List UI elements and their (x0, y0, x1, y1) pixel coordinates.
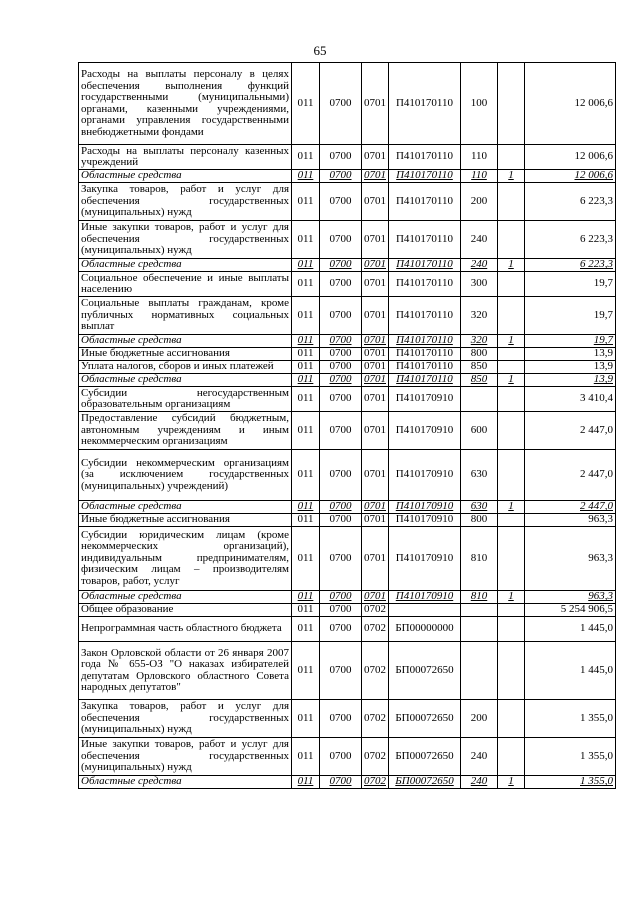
table-row (79, 591, 616, 604)
target-article-code: П410170110 (389, 272, 461, 297)
amount: 6 223,3 (525, 183, 616, 221)
source-code (498, 450, 525, 501)
source-code (498, 63, 525, 145)
amount: 963,3 (525, 591, 616, 604)
amount: 1 355,0 (525, 700, 616, 738)
row-name: Иные закупки товаров, работ и услуг для обеспечения государственных (муниципальных) нужд (79, 738, 292, 776)
row-name: Закупка товаров, работ и услуг для обеспечения государственных (муниципальных) нужд (79, 183, 292, 221)
subsection-code: 0701 (362, 170, 389, 183)
subsection-code: 0702 (362, 604, 389, 617)
amount: 3 410,4 (525, 387, 616, 412)
expense-type-code (461, 604, 498, 617)
target-article-code: П410170910 (389, 591, 461, 604)
subsection-code: 0702 (362, 738, 389, 776)
expense-type-code: 600 (461, 412, 498, 450)
target-article-code: П410170110 (389, 348, 461, 361)
ministry-code: 011 (292, 450, 320, 501)
ministry-code: 011 (292, 361, 320, 374)
source-code: 1 (498, 374, 525, 387)
amount: 963,3 (525, 527, 616, 591)
target-article-code: П410170910 (389, 450, 461, 501)
table-row (79, 63, 616, 145)
target-article-code: П410170110 (389, 297, 461, 335)
section-code: 0700 (320, 361, 362, 374)
target-article-code: П410170910 (389, 412, 461, 450)
section-code: 0700 (320, 617, 362, 642)
row-name: Областные средства (79, 374, 292, 387)
subsection-code: 0701 (362, 63, 389, 145)
table-row (79, 700, 616, 738)
ministry-code: 011 (292, 183, 320, 221)
target-article-code: П410170110 (389, 145, 461, 170)
row-name: Областные средства (79, 501, 292, 514)
table-row (79, 617, 616, 642)
table-row (79, 272, 616, 297)
section-code: 0700 (320, 374, 362, 387)
section-code: 0700 (320, 412, 362, 450)
source-code: 1 (498, 259, 525, 272)
row-name: Иные бюджетные ассигнования (79, 514, 292, 527)
section-code: 0700 (320, 450, 362, 501)
section-code: 0700 (320, 514, 362, 527)
row-name: Уплата налогов, сборов и иных платежей (79, 361, 292, 374)
expense-type-code: 110 (461, 170, 498, 183)
ministry-code: 011 (292, 63, 320, 145)
subsection-code: 0701 (362, 297, 389, 335)
section-code: 0700 (320, 221, 362, 259)
row-name: Областные средства (79, 170, 292, 183)
ministry-code: 011 (292, 348, 320, 361)
amount: 19,7 (525, 297, 616, 335)
row-name: Иные бюджетные ассигнования (79, 348, 292, 361)
ministry-code: 011 (292, 272, 320, 297)
row-name: Субсидии негосударственным образовательным организациям (79, 387, 292, 412)
amount: 19,7 (525, 272, 616, 297)
target-article-code: П410170110 (389, 221, 461, 259)
table-row (79, 412, 616, 450)
target-article-code: БП00000000 (389, 617, 461, 642)
amount: 6 223,3 (525, 259, 616, 272)
section-code: 0700 (320, 642, 362, 700)
section-code: 0700 (320, 700, 362, 738)
section-code: 0700 (320, 259, 362, 272)
expense-type-code: 320 (461, 335, 498, 348)
ministry-code: 011 (292, 501, 320, 514)
source-code (498, 387, 525, 412)
ministry-code: 011 (292, 514, 320, 527)
table-row (79, 348, 616, 361)
expense-type-code: 240 (461, 221, 498, 259)
expense-type-code: 810 (461, 527, 498, 591)
row-name: Областные средства (79, 591, 292, 604)
expense-type-code: 110 (461, 145, 498, 170)
subsection-code: 0701 (362, 387, 389, 412)
row-name: Общее образование (79, 604, 292, 617)
subsection-code: 0701 (362, 145, 389, 170)
section-code: 0700 (320, 348, 362, 361)
section-code: 0700 (320, 335, 362, 348)
row-name: Иные закупки товаров, работ и услуг для обеспечения государственных (муниципальных) нужд (79, 221, 292, 259)
subsection-code: 0701 (362, 335, 389, 348)
table-row (79, 297, 616, 335)
source-code (498, 297, 525, 335)
section-code: 0700 (320, 738, 362, 776)
expense-type-code: 240 (461, 776, 498, 789)
source-code (498, 738, 525, 776)
expense-type-code: 240 (461, 738, 498, 776)
target-article-code: П410170910 (389, 514, 461, 527)
row-name: Областные средства (79, 776, 292, 789)
expense-type-code: 800 (461, 514, 498, 527)
row-name: Расходы на выплаты персоналу казенных учреждений (79, 145, 292, 170)
section-code: 0700 (320, 501, 362, 514)
ministry-code: 011 (292, 617, 320, 642)
subsection-code: 0701 (362, 591, 389, 604)
amount: 13,9 (525, 374, 616, 387)
subsection-code: 0702 (362, 617, 389, 642)
target-article-code: БП00072650 (389, 642, 461, 700)
amount: 1 355,0 (525, 776, 616, 789)
amount: 2 447,0 (525, 450, 616, 501)
table-row (79, 259, 616, 272)
section-code: 0700 (320, 527, 362, 591)
amount: 13,9 (525, 361, 616, 374)
subsection-code: 0701 (362, 259, 389, 272)
subsection-code: 0702 (362, 776, 389, 789)
subsection-code: 0701 (362, 501, 389, 514)
expense-type-code: 200 (461, 700, 498, 738)
ministry-code: 011 (292, 527, 320, 591)
subsection-code: 0701 (362, 374, 389, 387)
source-code (498, 642, 525, 700)
source-code (498, 514, 525, 527)
ministry-code: 011 (292, 738, 320, 776)
section-code: 0700 (320, 272, 362, 297)
expense-type-code: 630 (461, 450, 498, 501)
page-number: 65 (313, 43, 327, 58)
amount: 6 223,3 (525, 221, 616, 259)
section-code: 0700 (320, 591, 362, 604)
ministry-code: 011 (292, 145, 320, 170)
table-row (79, 738, 616, 776)
subsection-code: 0701 (362, 412, 389, 450)
source-code: 1 (498, 501, 525, 514)
row-name: Социальное обеспечение и иные выплаты населению (79, 272, 292, 297)
expense-type-code: 200 (461, 183, 498, 221)
ministry-code: 011 (292, 642, 320, 700)
expense-type-code (461, 617, 498, 642)
ministry-code: 011 (292, 335, 320, 348)
row-name: Непрограммная часть областного бюджета (79, 617, 292, 642)
target-article-code: П410170110 (389, 374, 461, 387)
target-article-code: П410170110 (389, 170, 461, 183)
table-row (79, 170, 616, 183)
expense-type-code: 810 (461, 591, 498, 604)
expense-type-code (461, 387, 498, 412)
table-body (79, 63, 616, 789)
ministry-code: 011 (292, 221, 320, 259)
amount: 2 447,0 (525, 412, 616, 450)
ministry-code: 011 (292, 387, 320, 412)
ministry-code: 011 (292, 259, 320, 272)
row-name: Областные средства (79, 335, 292, 348)
amount: 2 447,0 (525, 501, 616, 514)
amount: 12 006,6 (525, 63, 616, 145)
table-row (79, 450, 616, 501)
source-code (498, 617, 525, 642)
amount: 5 254 906,5 (525, 604, 616, 617)
subsection-code: 0702 (362, 700, 389, 738)
expense-type-code (461, 642, 498, 700)
expense-type-code: 800 (461, 348, 498, 361)
section-code: 0700 (320, 183, 362, 221)
ministry-code: 011 (292, 591, 320, 604)
expense-type-code: 300 (461, 272, 498, 297)
table-row (79, 361, 616, 374)
subsection-code: 0701 (362, 183, 389, 221)
section-code: 0700 (320, 604, 362, 617)
target-article-code: БП00072650 (389, 738, 461, 776)
amount: 12 006,6 (525, 170, 616, 183)
section-code: 0700 (320, 776, 362, 789)
expense-type-code: 320 (461, 297, 498, 335)
target-article-code: П410170110 (389, 183, 461, 221)
amount: 12 006,6 (525, 145, 616, 170)
source-code (498, 348, 525, 361)
ministry-code: 011 (292, 297, 320, 335)
row-name: Закупка товаров, работ и услуг для обеспечения государственных (муниципальных) нужд (79, 700, 292, 738)
table-row (79, 145, 616, 170)
expense-type-code: 630 (461, 501, 498, 514)
ministry-code: 011 (292, 604, 320, 617)
table-row (79, 604, 616, 617)
target-article-code: П410170110 (389, 335, 461, 348)
amount: 1 445,0 (525, 617, 616, 642)
target-article-code: П410170910 (389, 387, 461, 412)
source-code (498, 221, 525, 259)
table-row (79, 514, 616, 527)
source-code (498, 412, 525, 450)
source-code (498, 272, 525, 297)
ministry-code: 011 (292, 374, 320, 387)
row-name: Субсидии юридическим лицам (кроме некоммерческих организаций), индивидуальным предпринимателям, физическим лицам – производителям товаров, работ, услуг (79, 527, 292, 591)
source-code (498, 604, 525, 617)
row-name: Расходы на выплаты персоналу в целях обеспечения выполнения функций государственными (муниципальными) органами, казенными учреждениями, органами управления государственными внебюджетными фондами (79, 63, 292, 145)
ministry-code: 011 (292, 776, 320, 789)
amount: 19,7 (525, 335, 616, 348)
source-code (498, 145, 525, 170)
budget-table (78, 62, 616, 789)
expense-type-code: 850 (461, 361, 498, 374)
table-row (79, 221, 616, 259)
expense-type-code: 240 (461, 259, 498, 272)
row-name: Предоставление субсидий бюджетным, автономным учреждениям и иным некоммерческим организациям (79, 412, 292, 450)
target-article-code: БП00072650 (389, 700, 461, 738)
subsection-code: 0702 (362, 642, 389, 700)
source-code: 1 (498, 170, 525, 183)
ministry-code: 011 (292, 412, 320, 450)
source-code (498, 700, 525, 738)
section-code: 0700 (320, 170, 362, 183)
target-article-code: П410170110 (389, 63, 461, 145)
target-article-code (389, 604, 461, 617)
target-article-code: П410170910 (389, 527, 461, 591)
subsection-code: 0701 (362, 450, 389, 501)
source-code (498, 361, 525, 374)
row-name: Областные средства (79, 259, 292, 272)
source-code (498, 527, 525, 591)
source-code: 1 (498, 335, 525, 348)
section-code: 0700 (320, 297, 362, 335)
target-article-code: П410170110 (389, 361, 461, 374)
source-code: 1 (498, 776, 525, 789)
expense-type-code: 100 (461, 63, 498, 145)
table-row (79, 776, 616, 789)
subsection-code: 0701 (362, 348, 389, 361)
subsection-code: 0701 (362, 527, 389, 591)
table-row (79, 527, 616, 591)
table-row (79, 387, 616, 412)
row-name: Закон Орловской области от 26 января 2007 года № 655-ОЗ "О наказах избирателей депутатам Орловского областного Совета народных депутатов" (79, 642, 292, 700)
ministry-code: 011 (292, 700, 320, 738)
section-code: 0700 (320, 145, 362, 170)
subsection-code: 0701 (362, 221, 389, 259)
row-name: Субсидии некоммерческим организациям (за исключением государственных (муниципальных) учреждений) (79, 450, 292, 501)
ministry-code: 011 (292, 170, 320, 183)
source-code (498, 183, 525, 221)
amount: 1 355,0 (525, 738, 616, 776)
source-code: 1 (498, 591, 525, 604)
target-article-code: БП00072650 (389, 776, 461, 789)
subsection-code: 0701 (362, 361, 389, 374)
amount: 13,9 (525, 348, 616, 361)
table-row (79, 335, 616, 348)
table-row (79, 642, 616, 700)
table-row (79, 374, 616, 387)
target-article-code: П410170910 (389, 501, 461, 514)
row-name: Социальные выплаты гражданам, кроме публичных нормативных социальных выплат (79, 297, 292, 335)
amount: 963,3 (525, 514, 616, 527)
subsection-code: 0701 (362, 514, 389, 527)
section-code: 0700 (320, 387, 362, 412)
subsection-code: 0701 (362, 272, 389, 297)
expense-type-code: 850 (461, 374, 498, 387)
table-row (79, 183, 616, 221)
table-row (79, 501, 616, 514)
amount: 1 445,0 (525, 642, 616, 700)
target-article-code: П410170110 (389, 259, 461, 272)
section-code: 0700 (320, 63, 362, 145)
